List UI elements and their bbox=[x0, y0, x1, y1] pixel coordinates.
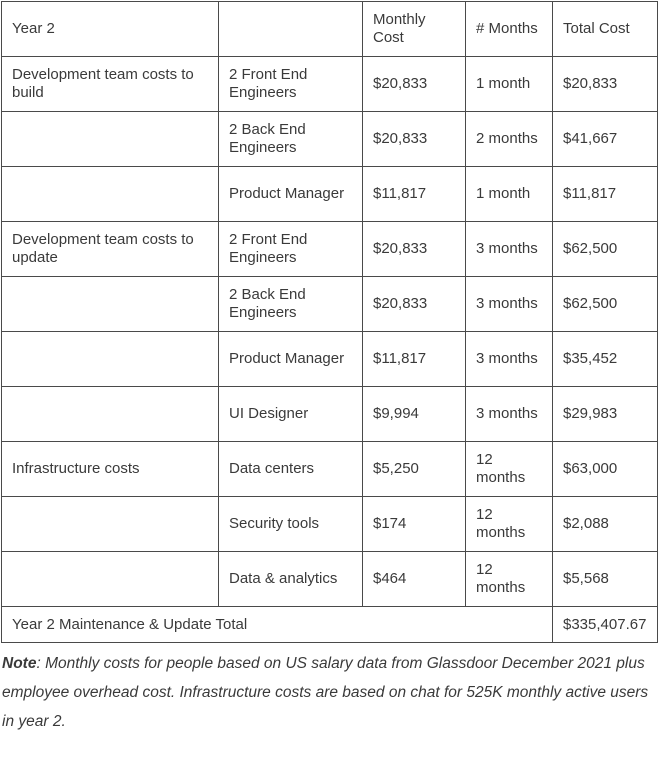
total-cost-cell: $62,500 bbox=[553, 222, 658, 277]
months-cell: 3 months bbox=[466, 277, 553, 332]
footnote bbox=[2, 649, 658, 736]
total-cost-cell: $63,000 bbox=[553, 442, 658, 497]
total-cost-cell: $5,568 bbox=[553, 552, 658, 607]
item-cell: UI Designer bbox=[219, 387, 363, 442]
table-row bbox=[2, 222, 658, 277]
monthly-cost-cell: $20,833 bbox=[363, 57, 466, 112]
monthly-cost-cell: $9,994 bbox=[363, 387, 466, 442]
item-cell: Product Manager bbox=[219, 332, 363, 387]
category-cell bbox=[2, 332, 219, 387]
total-cost-cell: $11,817 bbox=[553, 167, 658, 222]
category-cell: Development team costs to build bbox=[2, 57, 219, 112]
category-cell bbox=[2, 552, 219, 607]
item-cell: Data & analytics bbox=[219, 552, 363, 607]
table-row bbox=[2, 442, 658, 497]
item-cell: 2 Back End Engineers bbox=[219, 277, 363, 332]
header-cell bbox=[219, 2, 363, 57]
cost-table bbox=[1, 1, 658, 643]
monthly-cost-cell: $464 bbox=[363, 552, 466, 607]
total-cost-cell: $62,500 bbox=[553, 277, 658, 332]
item-cell: 2 Front End Engineers bbox=[219, 222, 363, 277]
monthly-cost-cell: $20,833 bbox=[363, 277, 466, 332]
table-row bbox=[2, 277, 658, 332]
total-cost-cell: $29,983 bbox=[553, 387, 658, 442]
total-row bbox=[2, 607, 658, 643]
header-cell: Year 2 bbox=[2, 2, 219, 57]
months-cell: 12 months bbox=[466, 497, 553, 552]
category-cell bbox=[2, 497, 219, 552]
table-row bbox=[2, 552, 658, 607]
months-cell: 3 months bbox=[466, 222, 553, 277]
header-cell: # Months bbox=[466, 2, 553, 57]
months-cell: 3 months bbox=[466, 387, 553, 442]
table-row bbox=[2, 332, 658, 387]
table-row bbox=[2, 57, 658, 112]
table-row bbox=[2, 167, 658, 222]
item-cell: Product Manager bbox=[219, 167, 363, 222]
months-cell: 1 month bbox=[466, 57, 553, 112]
header-cell: Total Cost bbox=[553, 2, 658, 57]
total-value: $335,407.67 bbox=[553, 607, 658, 643]
monthly-cost-cell: $5,250 bbox=[363, 442, 466, 497]
category-cell: Development team costs to update bbox=[2, 222, 219, 277]
note-label: Note bbox=[2, 655, 37, 672]
item-cell: 2 Back End Engineers bbox=[219, 112, 363, 167]
monthly-cost-cell: $11,817 bbox=[363, 332, 466, 387]
item-cell: Security tools bbox=[219, 497, 363, 552]
category-cell bbox=[2, 277, 219, 332]
total-cost-cell: $2,088 bbox=[553, 497, 658, 552]
header-cell: Monthly Cost bbox=[363, 2, 466, 57]
category-cell: Infrastructure costs bbox=[2, 442, 219, 497]
months-cell: 12 months bbox=[466, 442, 553, 497]
item-cell: 2 Front End Engineers bbox=[219, 57, 363, 112]
category-cell bbox=[2, 112, 219, 167]
note-text: : Monthly costs for people based on US salary data from Glassdoor December 2021 plus employee overhead cost. Infrastructure costs are based on chat for 525K monthly active users in year 2. bbox=[2, 655, 649, 730]
months-cell: 3 months bbox=[466, 332, 553, 387]
months-cell: 1 month bbox=[466, 167, 553, 222]
table-row bbox=[2, 497, 658, 552]
total-cost-cell: $41,667 bbox=[553, 112, 658, 167]
total-cost-cell: $20,833 bbox=[553, 57, 658, 112]
months-cell: 2 months bbox=[466, 112, 553, 167]
total-cost-cell: $35,452 bbox=[553, 332, 658, 387]
monthly-cost-cell: $174 bbox=[363, 497, 466, 552]
monthly-cost-cell: $11,817 bbox=[363, 167, 466, 222]
monthly-cost-cell: $20,833 bbox=[363, 222, 466, 277]
category-cell bbox=[2, 167, 219, 222]
months-cell: 12 months bbox=[466, 552, 553, 607]
category-cell bbox=[2, 387, 219, 442]
total-label: Year 2 Maintenance & Update Total bbox=[2, 607, 553, 643]
table-row bbox=[2, 112, 658, 167]
item-cell: Data centers bbox=[219, 442, 363, 497]
table-row bbox=[2, 387, 658, 442]
monthly-cost-cell: $20,833 bbox=[363, 112, 466, 167]
header-row bbox=[2, 2, 658, 57]
